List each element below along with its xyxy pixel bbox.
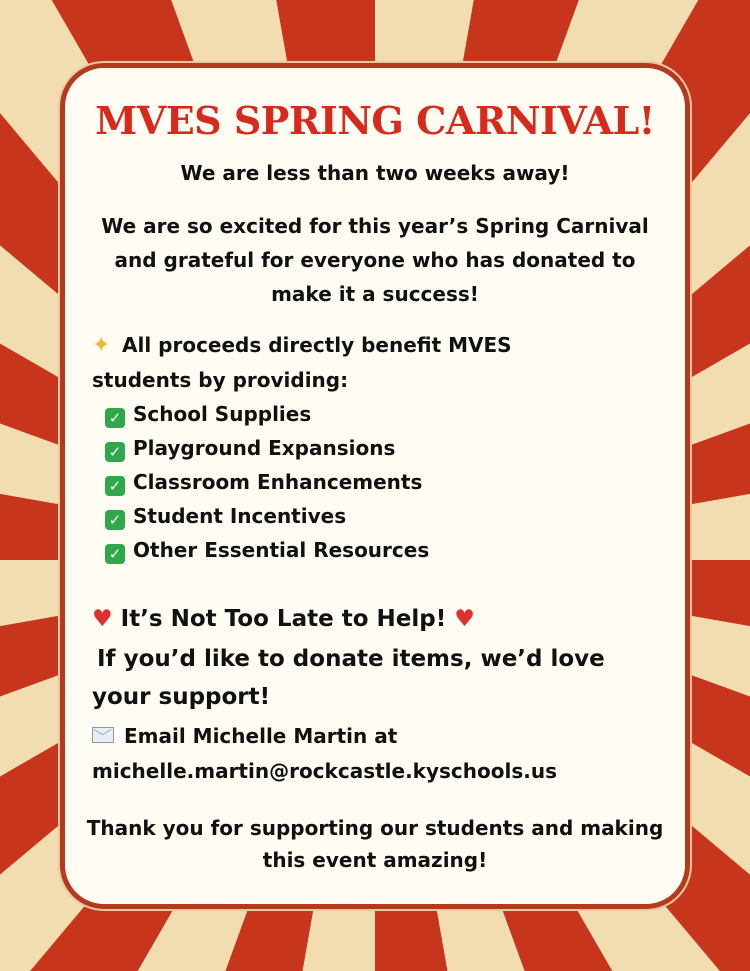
red-heart-icon: ♥ bbox=[454, 606, 475, 632]
donate-line-1: If you’d like to donate items, we’d love bbox=[97, 646, 605, 672]
contact-text: Email Michelle Martin at bbox=[124, 724, 398, 748]
donate-line-2: your support! bbox=[92, 684, 271, 710]
proceeds-line-2: students by providing: bbox=[92, 368, 349, 392]
list-item-label: Other Essential Resources bbox=[133, 538, 430, 562]
help-heading-text: It’s Not Too Late to Help! bbox=[120, 606, 447, 632]
checkmark-box-icon: ✓ bbox=[105, 408, 125, 428]
sparkle-star-icon: ✦ bbox=[92, 333, 111, 358]
list-item bbox=[105, 504, 346, 530]
checkmark-box-icon: ✓ bbox=[105, 442, 125, 462]
list-item bbox=[105, 402, 311, 428]
envelope-icon bbox=[92, 727, 114, 743]
red-heart-icon: ♥ bbox=[92, 606, 113, 632]
list-item-label: School Supplies bbox=[133, 402, 312, 426]
list-item-label: Playground Expansions bbox=[133, 436, 396, 460]
flyer-title: MVES SPRING CARNIVAL! bbox=[95, 98, 655, 143]
countdown-subtitle: We are less than two weeks away! bbox=[180, 161, 570, 185]
checkmark-box-icon: ✓ bbox=[105, 476, 125, 496]
intro-paragraph: We are so excited for this year’s Spring Carnival and grateful for everyone who has donated to make it a success! bbox=[101, 214, 649, 306]
list-item bbox=[105, 470, 422, 496]
contact-email[interactable]: michelle.martin@rockcastle.kyschools.us bbox=[92, 759, 557, 783]
list-item-label: Classroom Enhancements bbox=[133, 470, 423, 494]
help-heading bbox=[92, 606, 475, 632]
contact-line bbox=[92, 724, 397, 748]
list-item bbox=[105, 538, 429, 564]
checkmark-box-icon: ✓ bbox=[105, 544, 125, 564]
list-item bbox=[105, 436, 395, 462]
proceeds-line-1 bbox=[92, 333, 512, 358]
checkmark-box-icon: ✓ bbox=[105, 510, 125, 530]
list-item-label: Student Incentives bbox=[133, 504, 347, 528]
thank-you-message: Thank you for supporting our students and making this event amazing! bbox=[86, 816, 664, 872]
flyer-card bbox=[60, 63, 690, 909]
proceeds-text-1: All proceeds directly benefit MVES bbox=[122, 333, 512, 357]
